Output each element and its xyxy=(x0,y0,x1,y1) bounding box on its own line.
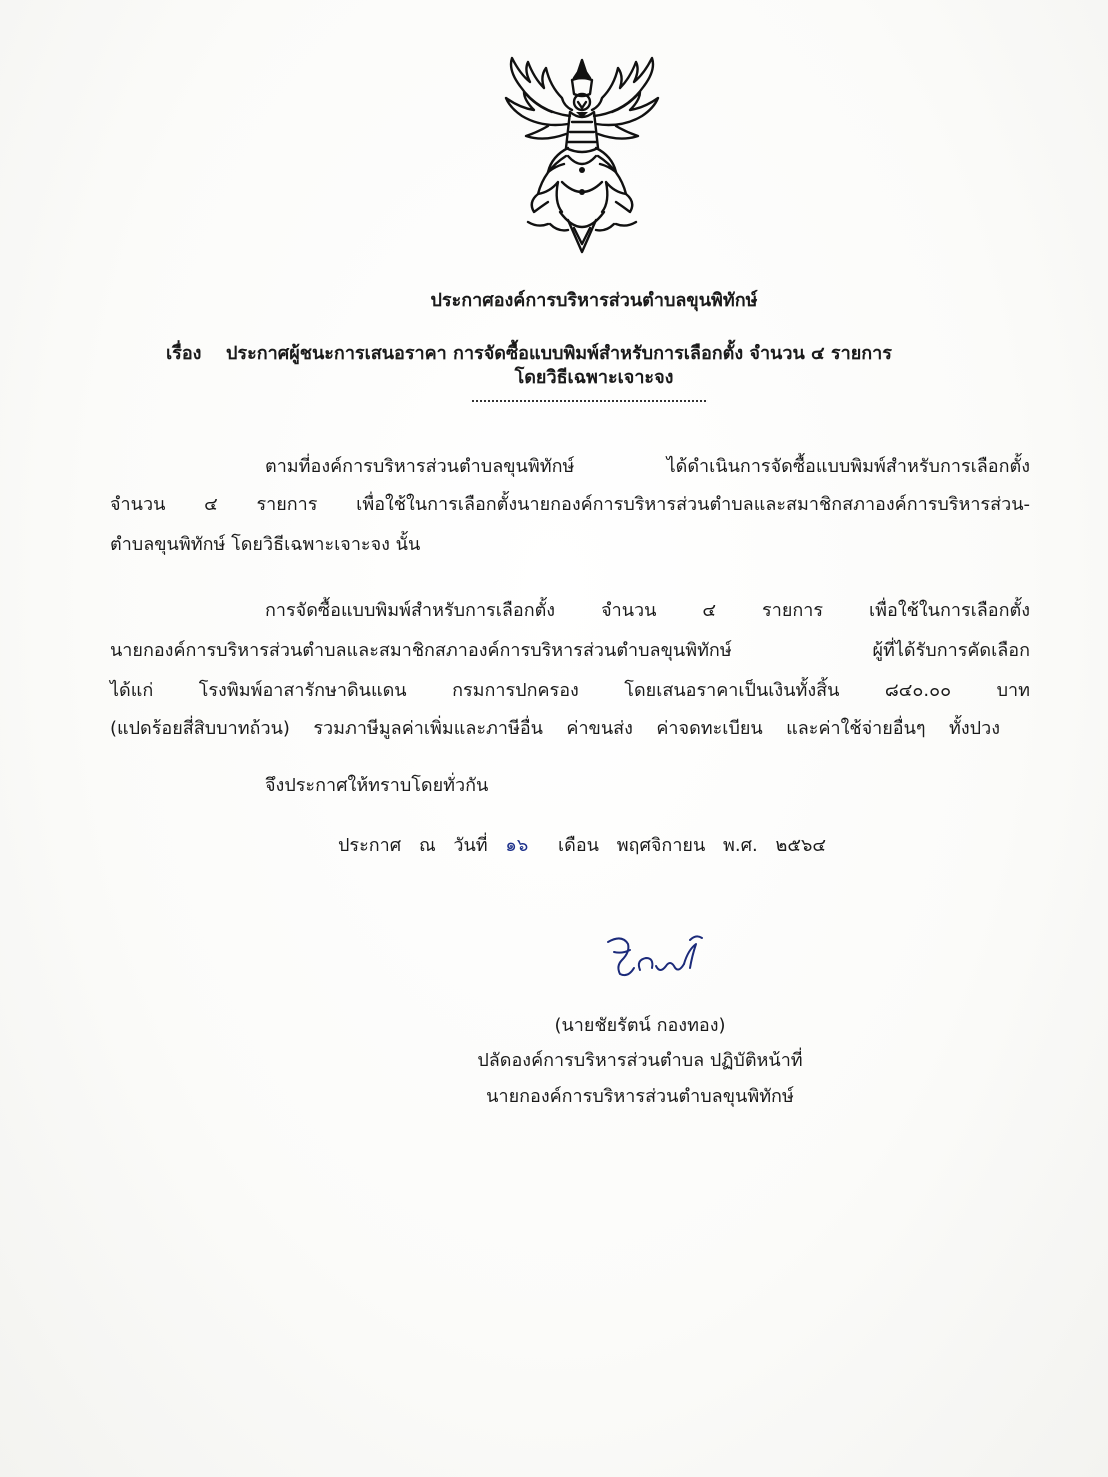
paragraph-line: ได้แก่ โรงพิมพ์อาสารักษาดินแดน กรมการปกครอง โดยเสนอราคาเป็นเงินทั้งสิ้น ๘๔๐.๐๐ บาท xyxy=(110,680,1030,701)
garuda-emblem-icon xyxy=(498,52,666,258)
paragraph-line: ตำบลขุนพิทักษ์ โดยวิธีเฉพาะเจาะจง นั้น xyxy=(110,534,421,555)
paragraph-line: ตามที่องค์การบริหารส่วนตำบลขุนพิทักษ์ ได้ดำเนินการจัดซื้อแบบพิมพ์สำหรับการเลือกตั้ง xyxy=(265,456,1030,477)
date-prefix: ประกาศ xyxy=(338,835,402,856)
handwritten-signature xyxy=(600,930,710,985)
paragraph-line: นายกองค์การบริหารส่วนตำบลและสมาชิกสภาองค์การบริหารส่วนตำบลขุนพิทักษ์ ผู้ที่ได้รับการคัดเลือก xyxy=(110,640,1030,661)
announcement-date xyxy=(338,830,838,859)
paragraph-line: จำนวน ๔ รายการ เพื่อใช้ในการเลือกตั้งนายกองค์การบริหารส่วนตำบลและสมาชิกสภาองค์การบริหารส่วน- xyxy=(110,494,1030,515)
dotted-divider xyxy=(472,400,706,402)
month-label: เดือน xyxy=(557,835,599,856)
procurement-method: โดยวิธีเฉพาะเจาะจง xyxy=(514,367,674,388)
subject-text: ประกาศผู้ชนะการเสนอราคา การจัดซื้อแบบพิมพ์สำหรับการเลือกตั้ง จำนวน ๔ รายการ xyxy=(226,343,892,364)
document-title: ประกาศองค์การบริหารส่วนตำบลขุนพิทักษ์ xyxy=(430,290,758,311)
signatory-acting-position: นายกองค์การบริหารส่วนตำบลขุนพิทักษ์ xyxy=(486,1086,794,1107)
announcement-line: จึงประกาศให้ทราบโดยทั่วกัน xyxy=(265,775,489,796)
year-value: ๒๕๖๔ xyxy=(775,835,827,856)
signatory-name: (นายชัยรัตน์ กองทอง) xyxy=(554,1015,726,1036)
subject-label: เรื่อง xyxy=(166,343,202,364)
day-label: วันที่ xyxy=(453,835,488,856)
paragraph-line: การจัดซื้อแบบพิมพ์สำหรับการเลือกตั้ง จำนวน ๔ รายการ เพื่อใช้ในการเลือกตั้ง xyxy=(265,600,1030,621)
month-value: พฤศจิกายน xyxy=(616,835,706,856)
year-label: พ.ศ. xyxy=(723,835,758,856)
date-at: ณ xyxy=(418,835,436,856)
paragraph-line: (แปดร้อยสี่สิบบาทถ้วน) รวมภาษีมูลค่าเพิ่มและภาษีอื่น ค่าขนส่ง ค่าจดทะเบียน และค่าใช้จ่ายอื่นๆ ทั้งปวง xyxy=(110,718,1000,739)
day-value: ๑๖ xyxy=(505,835,529,856)
signatory-position: ปลัดองค์การบริหารส่วนตำบล ปฏิบัติหน้าที่ xyxy=(477,1050,803,1071)
